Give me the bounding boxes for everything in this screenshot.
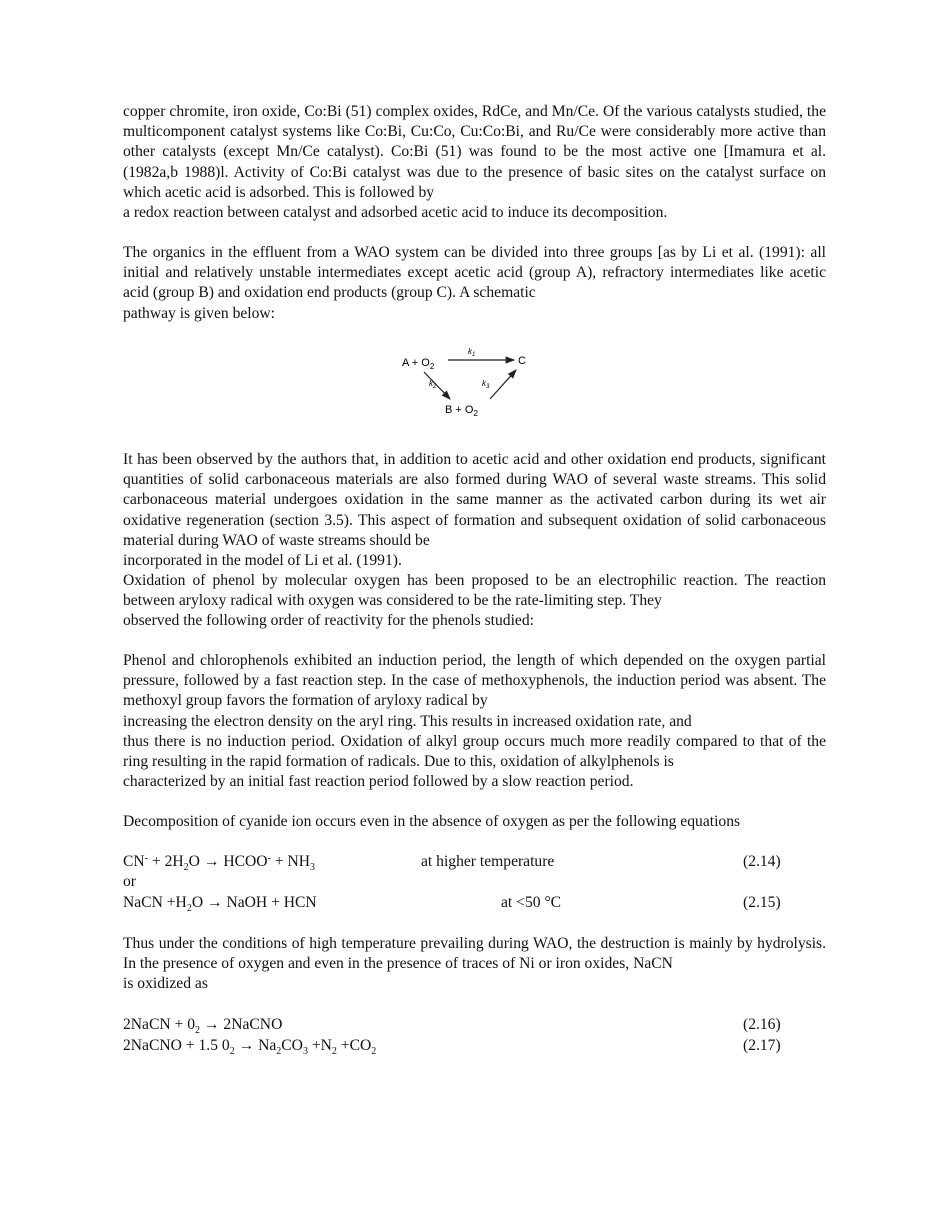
paragraph-last-line: characterized by an initial fast reaction period followed by a slow reaction period. xyxy=(123,773,634,791)
paragraph-text: copper chromite, iron oxide, Co:Bi (51) complex oxides, RdCe, and Mn/Ce. Of the various catalysts studied, the multicomponent catalyst systems like Co:Bi, Cu:Co, Cu:Co:Bi, and Ru/Ce were considerably more active than other catalysts (except Mn/Ce catalyst). Co:Bi (51) was found to be the most active one [Imamura et al. (1982a,b 1988)l. Activity of Co:Bi catalyst was due to the presence of basic sites on the catalyst surface on which acetic acid is adsorbed. This is followed by xyxy=(123,103,826,201)
paragraph-text: Phenol and chlorophenols exhibited an induction period, the length of which depended on the oxygen partial pressure, followed by a fast reaction step. In the case of methoxyphenols, the induction period was absent. The methoxyl group favors the formation of aryloxy radical by xyxy=(123,652,826,710)
equation-number: (2.17) xyxy=(743,1037,781,1054)
equation-2-16 xyxy=(123,1016,803,1037)
reaction-pathway-scheme xyxy=(396,343,548,423)
equation-condition: at higher temperature xyxy=(421,853,555,870)
paragraph-solid-carbonaceous xyxy=(123,450,826,571)
paragraph-last-line: observed the following order of reactivity for the phenols studied: xyxy=(123,612,534,630)
paragraph-alkyl-oxidation xyxy=(123,732,826,793)
or-word: or xyxy=(123,873,136,890)
paragraph-phenol-oxidation xyxy=(123,571,826,632)
paragraph-text: Thus under the conditions of high temperature prevailing during WAO, the destruction is mainly by hydrolysis. In the presence of oxygen and even in the presence of traces of Ni or iron oxides, NaCN xyxy=(123,935,826,973)
paragraph-induction-period xyxy=(123,651,826,732)
paragraph-last-line: a redox reaction between catalyst and adsorbed acetic acid to induce its decomposition. xyxy=(123,204,668,222)
product-c-label: C xyxy=(518,355,526,367)
reactant-a-label: $A + O_2$ xyxy=(402,357,435,371)
equation-formula: $CN^- + 2H_2O$ → HCOO- + $NH_3$ xyxy=(123,853,315,873)
paragraph-last-line: increasing the electron density on the aryl ring. This results in increased oxidation rate, and xyxy=(123,712,692,730)
paragraph-last-line: incorporated in the model of Li et al. (1991). xyxy=(123,552,402,570)
arrow-a-to-b xyxy=(424,372,450,399)
equation-formula: NaCN $+H_2O$ → NaOH + HCN xyxy=(123,894,317,914)
equation-number: (2.15) xyxy=(743,894,781,911)
equation-number: (2.14) xyxy=(743,853,781,870)
paragraph-organics-groups xyxy=(123,243,826,324)
equation-formula: 2NaCNO + 1.5 $0_2 \to Na_2CO_3 +N_2 +CO_2$ xyxy=(123,1037,377,1057)
rate-constant-k3: $k_3$ xyxy=(482,379,490,390)
equation-formula: 2NaCN + $0_2$ → 2NaCNO xyxy=(123,1016,283,1036)
paragraph-text: Oxidation of phenol by molecular oxygen has been proposed to be an electrophilic reaction. The reaction between aryloxy radical with oxygen was considered to be the rate-limiting step. They xyxy=(123,572,826,610)
paragraph-text: thus there is no induction period. Oxidation of alkyl group occurs much more readily compared to that of the ring resulting in the rapid formation of radicals. Due to this, oxidation of alkylphenols is xyxy=(123,733,826,771)
equation-number: (2.16) xyxy=(743,1016,781,1033)
rate-constant-k1: $k_1$ xyxy=(468,347,476,358)
paragraph-text: Decomposition of cyanide ion occurs even in the absence of oxygen as per the following equations xyxy=(123,813,741,830)
equation-2-14 xyxy=(123,853,803,874)
equation-or xyxy=(123,873,803,894)
equation-2-15 xyxy=(123,894,803,915)
paragraph-text: It has been observed by the authors that, in addition to acetic acid and other oxidation end products, significant quantities of solid carbonaceous materials are also formed during WAO of several waste streams. This solid carbonaceous material undergoes oxidation in the same manner as the activated carbon during its wet air oxidative regeneration (section 3.5). This aspect of formation and subsequent oxidation of solid carbonaceous material during WAO of waste streams should be xyxy=(123,451,826,549)
paragraph-text: The organics in the effluent from a WAO system can be divided into three groups [as by Li et al. (1991): all initial and relatively unstable intermediates except acetic acid (group A), refractory intermediates like acetic acid (group B) and oxidation end products (group C). A schematic xyxy=(123,244,826,302)
intermediate-b-label: $B + O_2$ xyxy=(445,404,478,418)
paragraph-hydrolysis xyxy=(123,934,826,995)
paragraph-cyanide-decomposition xyxy=(123,812,826,832)
equation-2-17 xyxy=(123,1037,803,1058)
rate-constant-k2: $k_2$ xyxy=(429,379,437,390)
paragraph-last-line: pathway is given below: xyxy=(123,304,276,322)
paragraph-last-line: is oxidized as xyxy=(123,975,208,993)
arrow-b-to-c xyxy=(490,370,516,399)
paragraph-catalysts xyxy=(123,102,826,223)
equation-condition: at <50 °C xyxy=(501,894,562,911)
